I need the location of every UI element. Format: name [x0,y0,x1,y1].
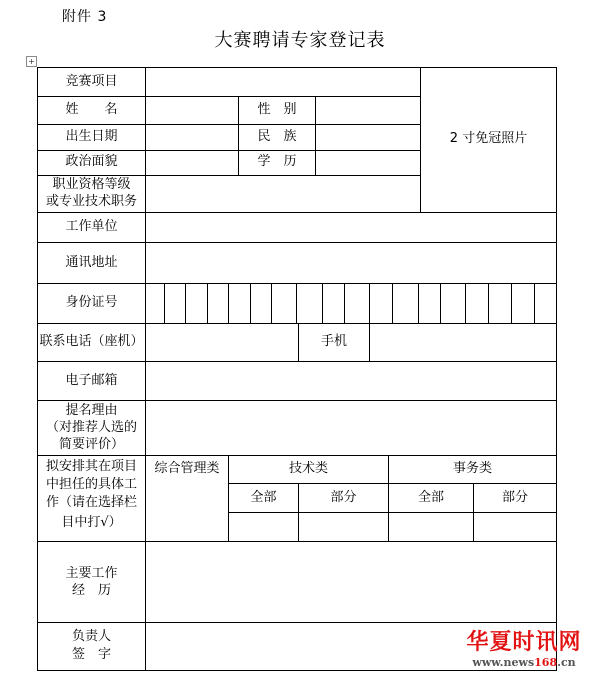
reason-label-line2: （对推荐人选的 [45,420,137,435]
name-field[interactable] [146,97,238,124]
email-label: 电子邮箱 [65,373,118,388]
reason-field[interactable] [146,401,556,455]
assign-label-line1: 拟安排其在项目 [45,459,137,474]
affairs-all-label: 全部 [417,490,444,505]
watermark-url: www.news168.cn [472,656,576,669]
assign-label-line2: 中担任的具体工 [45,477,137,492]
reason-label-line3: 简要评价） [58,437,124,452]
leader-label-line1: 负责人 [71,629,111,644]
tech-all-label: 全部 [250,490,277,505]
watermark-site-name: 华夏时讯网 [466,630,582,655]
admin-category-label: 综合管理类 [154,461,220,476]
tech-part-checkbox-cell[interactable] [299,513,388,541]
affairs-all-checkbox-cell[interactable] [389,513,473,541]
id-number-label: 身份证号 [65,295,118,310]
competition-item-label: 竞赛项目 [65,74,118,89]
gender-field[interactable] [316,97,420,124]
site-watermark [454,630,594,669]
photo-label: 2 寸免冠照片 [449,131,528,146]
reason-label-line1: 提名理由 [65,403,118,418]
affairs-category-label: 事务类 [452,461,492,476]
experience-field[interactable] [146,542,556,622]
experience-label-line2: 经 历 [71,583,111,598]
qualification-label-line1: 职业资格等级 [52,177,131,192]
email-field[interactable] [146,362,556,400]
tech-part-label: 部分 [330,490,357,505]
affairs-part-label: 部分 [501,490,528,505]
assign-label-line3: 作（请在选择栏 [45,495,137,510]
ethnicity-label: 民 族 [257,129,297,144]
political-status-label: 政治面貌 [65,154,118,169]
birth-date-label: 出生日期 [65,129,118,144]
qualification-label-line2: 或专业技术职务 [45,194,137,209]
education-label: 学 历 [257,154,297,169]
tech-category-label: 技术类 [288,461,328,476]
address-field[interactable] [146,243,556,283]
leader-label-line2: 签 字 [71,647,111,662]
tech-all-checkbox-cell[interactable] [229,513,298,541]
address-label: 通讯地址 [65,255,118,270]
attachment-label: 附件 3 [62,9,108,25]
phone-label: 联系电话（座机） [39,334,144,349]
admin-checkbox-cell[interactable] [146,480,228,541]
affairs-part-checkbox-cell[interactable] [474,513,556,541]
employer-field[interactable] [146,213,556,242]
competition-item-field[interactable] [146,68,420,96]
mobile-label: 手机 [320,334,347,349]
form-title: 大赛聘请专家登记表 [214,30,386,51]
experience-label-line1: 主要工作 [65,566,118,581]
employer-label: 工作单位 [65,219,118,234]
assign-label-line4: 目中打√） [61,515,122,530]
gender-label: 性 别 [257,102,297,117]
table-move-handle-icon[interactable]: + [26,56,37,67]
name-label: 姓 名 [65,102,118,117]
